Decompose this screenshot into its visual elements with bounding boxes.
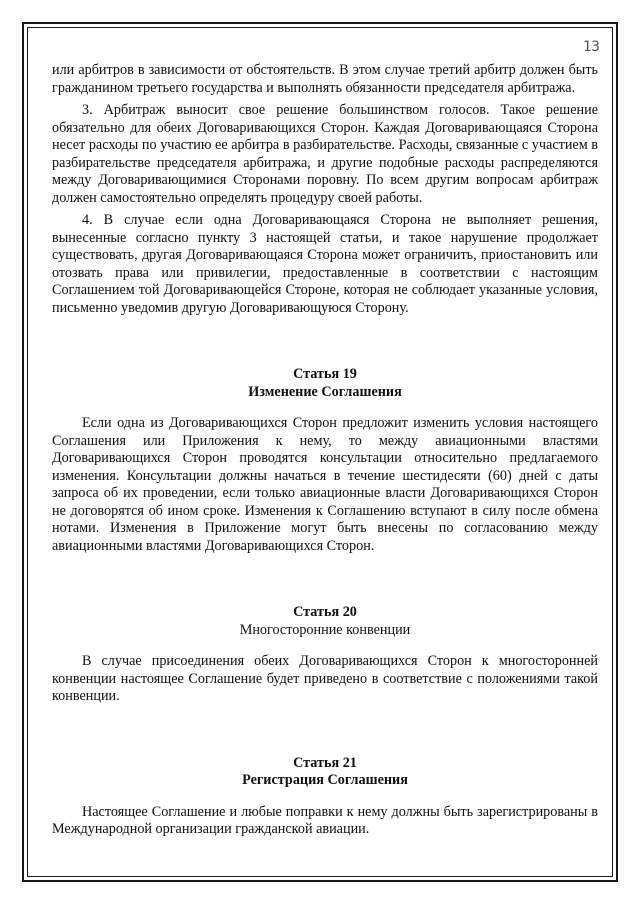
article-21-title: Регистрация Соглашения bbox=[242, 772, 408, 788]
paragraph-continued: или арбитров в зависимости от обстоятельств. В этом случае третий арбитр должен быть гражданином третьего государства и выполнять обязанности председателя арбитража. bbox=[52, 62, 598, 96]
article-19-title: Изменение Соглашения bbox=[248, 383, 402, 400]
article-20-title: Многосторонние конвенции bbox=[239, 621, 411, 638]
article-19-text: Если одна из Договаривающихся Сторон предложит изменить условия настоящего Соглашения или Приложения к нему, то между авиационными властями Договаривающихся Сторон проводятся консультации относительно предлагаемого изменения. Консультации должны начаться в течение шестидесяти (60) дней с даты запроса об их проведении, если только авиационные власти Договаривающихся Сторон не договорятся об ином сроке. Изменения к Соглашению вступают в силу после обмена нотами. Изменения в Приложение могут быть внесены по согласованию между авиационными властями Договаривающихся Сторон. bbox=[52, 415, 598, 554]
paragraph-clause-4: 4. В случае если одна Договаривающаяся Сторона не выполняет решения, вынесенные согласно пункту 3 настоящей статьи, и такое нарушение продолжает существовать, другая Договаривающаяся Сторона может ограничить, приостановить или отозвать права или привилегии, предоставленные в соответствии с настоящим Соглашением той Договаривающейся Стороне, которая не соблюдает указанные условия, письменно уведомив другую Договаривающуюся Сторону. bbox=[52, 212, 598, 316]
article-20-text: В случае присоединения обеих Договаривающихся Сторон к многосторонней конвенции настоящее Соглашение будет приведено в соответствие с положениями такой конвенции. bbox=[52, 653, 598, 704]
article-19-number: Статья 19 bbox=[293, 366, 357, 382]
article-20-number: Статья 20 bbox=[293, 604, 357, 620]
article-21-text: Настоящее Соглашение и любые поправки к нему должны быть зарегистрированы в Международной организации гражданской авиации. bbox=[52, 803, 598, 837]
page-number: 13 bbox=[583, 39, 600, 55]
article-21-number: Статья 21 bbox=[293, 754, 357, 771]
document-body bbox=[52, 62, 598, 844]
paragraph-clause-3: 3. Арбитраж выносит свое решение большинством голосов. Такое решение обязательно для обеих Договаривающихся Сторон. Каждая Договаривающаяся Сторона несет расходы по участию ее арбитра в разбирательстве. Расходы, связанные с участием в разбирательстве председателя арбитража, и другие подобные расходы распределяются между Договаривающимися Сторонами поровну. По всем другим вопросам арбитраж должен самостоятельно определять процедуру своей работы. bbox=[52, 102, 598, 206]
